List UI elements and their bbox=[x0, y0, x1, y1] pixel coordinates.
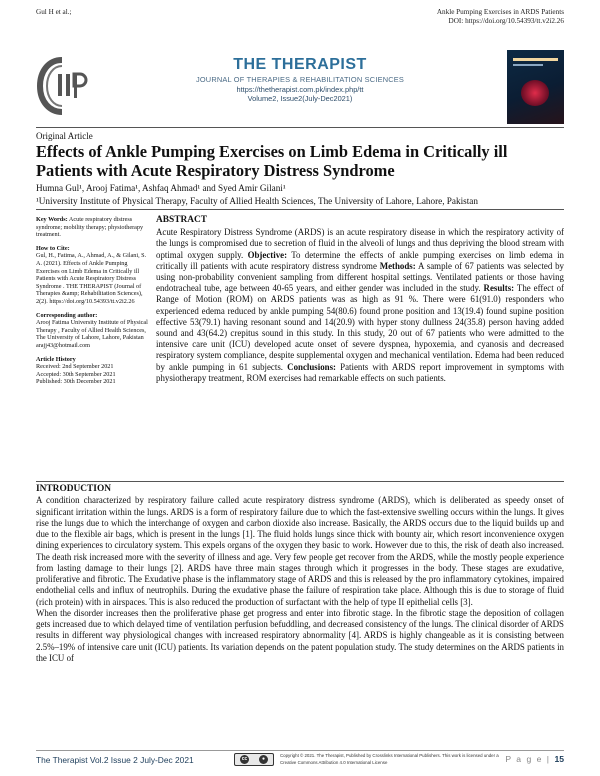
article-title: Effects of Ankle Pumping Exercises on Limb Edema in Critically ill Patients with Acute Respiratory Distress Syndrome bbox=[36, 142, 508, 180]
article-sidebar bbox=[36, 216, 148, 392]
introduction-paragraph: When the disorder increases then the proliferative phase get progress and enter into fibrotic stage. In the fibrotic stage the deposition of collagen gets increased due to which delayed time of ventilation perfusion befuddling, and decreased consistency of the lungs. The clinical disorder of ARDS results in different way physiological changes with increased respiratory abnormality [4]. ARDS is highly changeable as it is consisting between 2.5%–19% of intensive care unit (ICU) patients. Its variation depends on the patent population study. The study determines on the ARDS patients in the ICU of bbox=[36, 607, 564, 663]
running-head-right bbox=[437, 8, 564, 26]
abstract-heading: ABSTRACT bbox=[156, 215, 208, 225]
cite-label: How to Cite: bbox=[36, 244, 70, 252]
keywords: Acute respiratory distress syndrome; mobility therapy; physiotherapy treatment. bbox=[36, 216, 144, 239]
cc-icon: cc bbox=[241, 756, 248, 762]
divider bbox=[36, 209, 564, 210]
corresponding-block bbox=[36, 312, 148, 350]
cc-license-badge[interactable] bbox=[234, 753, 274, 766]
footer-journal-issue: The Therapist Vol.2 Issue 2 July-Dec 2021 bbox=[36, 755, 194, 765]
cite-block bbox=[36, 245, 148, 306]
journal-name: THE THERAPIST bbox=[233, 56, 367, 73]
cite-text: Gul, H., Fatima, A., Ahmad, A., & Gilani, S. A. (2021). Effects of Ankle Pumping Exercises on Limb Edema in Critically ill Patients with Acute Respiratory Distress Syndrome . THE THERAPIST (Journal of Therapies &amp; Rehabilitation Sciences), 2(2). https://doi.org/10.54393/tt.v2i2.26 bbox=[36, 252, 147, 305]
abstract bbox=[156, 215, 564, 384]
journal-cover-image bbox=[507, 50, 564, 124]
divider bbox=[36, 481, 564, 482]
running-head-title: Ankle Pumping Exercises in ARDS Patients bbox=[436, 8, 564, 16]
journal-volume: Volume2, Issue2(July-Dec2021) bbox=[247, 94, 353, 103]
received-date: Received: 2nd September 2021 bbox=[36, 363, 114, 371]
article-affiliation: ¹University Institute of Physical Therapy, Faculty of Allied Health Sciences, The University of Lahore, Lahore, Pakistan bbox=[36, 196, 478, 206]
journal-subtitle: JOURNAL OF THERAPIES & REHABILITATION SCIENCES bbox=[195, 75, 405, 84]
by-icon: ● bbox=[259, 755, 268, 764]
history-label: Article History bbox=[36, 355, 76, 363]
keywords-block bbox=[36, 216, 148, 239]
published-date: Published: 30th December 2021 bbox=[36, 378, 116, 386]
keywords-label: Key Words: bbox=[36, 216, 68, 223]
page-footer bbox=[36, 752, 564, 770]
running-head-authors: Gul H et al.; bbox=[36, 8, 72, 16]
article-authors: Humna Gul¹, Arooj Fatima¹, Ashfaq Ahmad¹ and Syed Amir Gilani¹ bbox=[36, 183, 286, 193]
corresponding-label: Corresponding author: bbox=[36, 311, 98, 319]
accepted-date: Accepted: 30th September 2021 bbox=[36, 370, 116, 378]
footer-copyright: Copyright © 2021. The Therapist, Published by Crosslinks International Publishers. This work is licensed under a Creative Commons Attribution 4.0 International License bbox=[280, 753, 499, 765]
journal-url[interactable]: https://thetherapist.com.pk/index.php/tt bbox=[236, 85, 364, 94]
corresponding-text: Arooj Fatima University Institute of Physical Therapy , Faculty of Allied Health Sciences, The University of Lahore, Lahore, Pakistan arajj43@hotmail.com bbox=[36, 319, 148, 349]
clip-logo-icon bbox=[36, 56, 88, 116]
abstract-body: Acute Respiratory Distress Syndrome (ARDS) is an acute respiratory disease in which the respiratory activity of the lungs is compromised due to secretion of fluid in the alveoli of lungs and thus depriving the blood stream with optimal oxygen supply. Objective: To determine the effects of ankle pumping exercises on limb edema in critically ill patients with acute respiratory distress syndrome Methods: A sample of 67 patients was selected by using non-probability convenient sampling from different hospital settings. Ventilated patients or those having endotracheal tube, age between 40-65 years, and either gender was included in the study. Results: The effect of Range of Motion (ROM) on ARDS patients was as high as 91 %. There were 61(91.0) responders who experienced edema reduced by ankle pumping 54(80.6) found prone position and 13(19.4) found supine position effective 53(79.1) having resonant sound and 14(20.9) with hyper stony dullness 24(35.8) person having added sound and 43(64.2) crepitus sound in this study. In this study, 20 out of 67 patients who were admitted to the intensive care unit (ICU) developed acute onset of severe dyspnea, hypoxemia, and cyanosis and decreased respiratory system compliance, despite supplemental oxygen and mechanical ventilation. Edema had been reduced by ankle pumping in 61 subjects. Conclusions: Patients with ARDS report improvement in symptoms with physiotherapy treatment, ROM exercises had remarkable effects on such patients. bbox=[156, 227, 564, 383]
divider bbox=[36, 127, 564, 128]
doi-link[interactable]: DOI: https://doi.org/10.54393/tt.v2i2.26 bbox=[448, 17, 564, 25]
page-number: P a g e | 15 bbox=[505, 754, 564, 764]
introduction-heading: INTRODUCTION bbox=[36, 484, 112, 494]
introduction-paragraph: A condition characterized by respiratory failure called acute respiratory distress syndrome (ARDS), which is deliberated as speedy onset of significant irritation within the lungs. ARDS is a form of respiratory failure due to which the fast-extensive swelling occurs within the lungs. It gives rise the lungs due to which the interchange of oxygen and carbon dioxide also increase. Basically, the ARDS occurs due to the liquid builds up and due to the flexible air bags, which is present in the lungs [1]. The fluid holds lungs since thick with bounty air, which resort inconvenience oxygen dining experiences to circulatory system. This expels organs of the oxygen they basic to work. However due to this, the risk of death also increased. The death risk increased more with the severity of illness and age. Very few people get recover from the ARDS, while the mostly people experience from lasting damage to their lungs [2]. ARDS have three main stages through which it progresses in the body. These stages are exudative, proliferative and fibrotic. The Exudative phase is the inflammatory stage of ARDS and this is released by the pro inflammatory cytokines, impaired endothelial cells and influx of neutrophils. During the exudative phase the failure of respiration take place. Although this is due to storage of fluid (rich protein) with in airspaces. This is also reduced the production of surfactant with the help of type II epithelial cells [3]. bbox=[36, 495, 564, 607]
journal-info bbox=[136, 56, 464, 103]
masthead bbox=[36, 50, 564, 122]
article-type: Original Article bbox=[36, 131, 93, 141]
divider bbox=[36, 750, 564, 751]
introduction bbox=[36, 484, 564, 664]
history-block bbox=[36, 356, 148, 386]
